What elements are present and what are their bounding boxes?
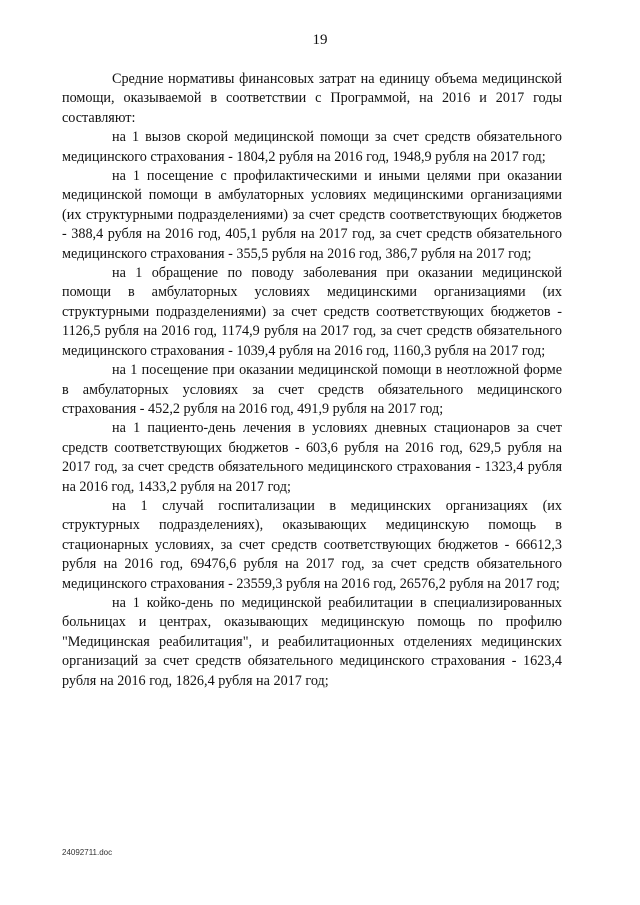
paragraph-ambulance-call: на 1 вызов скорой медицинской помощи за счет средств обязательного медицинского страхования - 1804,2 рубля на 2016 год, 1948,9 рубля на 2017 год; (62, 129, 562, 165)
paragraph-preventive-visit: на 1 посещение с профилактическими и иными целями при оказании медицинской помощи в амбулаторных условиях медицинскими организациями (их структурными подразделениями) за счет средств соответствующих бюджетов - 388,4 рубля на 2016 год, 405,1 рубля на 2017 год, за счет средств обязательного медицинского страхования - 355,5 рубля на 2016 год, 386,7 рубля на 2017 год; (62, 168, 562, 262)
paragraph-urgent-visit: на 1 посещение при оказании медицинской помощи в неотложной форме в амбулаторных условиях за счет средств обязательного медицинского страхования - 452,2 рубля на 2016 год, 491,9 рубля на 2017 год; (62, 362, 562, 417)
intro-paragraph: Средние нормативы финансовых затрат на единицу объема медицинской помощи, оказываемой в соответствии с Программой, на 2016 и 2017 годы составляют: (62, 71, 562, 126)
document-body (62, 70, 562, 691)
footer-file-code: 24092711.doc (62, 848, 113, 857)
paragraph-hospitalization: на 1 случай госпитализации в медицинских организациях (их структурных подразделениях), оказывающих медицинскую помощь в стационарных условиях, за счет средств соответствующих бюджетов - 66612,3 рубля на 2016 год, 69476,6 рубля на 2017 год, за счет средств обязательного медицинского страхования - 23559,3 рубля на 2016 год, 26576,2 рубля на 2017 год; (62, 497, 562, 592)
paragraph-rehabilitation: на 1 койко-день по медицинской реабилитации в специализированных больницах и центрах, оказывающих медицинскую помощь по профилю "Медицинская реабилитация", и реабилитационных отделениях медицинских организаций за счет средств обязательного медицинского страхования - 1623,4 рубля на 2016 год, 1826,4 рубля на 2017 год; (62, 594, 562, 689)
page-number: 19 (312, 32, 328, 48)
paragraph-disease-appeal: на 1 обращение по поводу заболевания при оказании медицинской помощи в амбулаторных условиях медицинскими организациями (их структурными подразделениями) за счет средств соответствующих бюджетов - 1126,5 рубля на 2016 год, 1174,9 рубля на 2017 год, за счет средств обязательного медицинского страхования - 1039,4 рубля на 2016 год, 1160,3 рубля на 2017 год; (62, 265, 562, 359)
paragraph-day-hospital: на 1 пациенто-день лечения в условиях дневных стационаров за счет средств соответствующих бюджетов - 603,6 рубля на 2016 год, 629,5 рубля на 2017 год, за счет средств обязательного медицинского страхования - 1323,4 рубля на 2016 год, 1433,2 рубля на 2017 год; (62, 420, 562, 495)
